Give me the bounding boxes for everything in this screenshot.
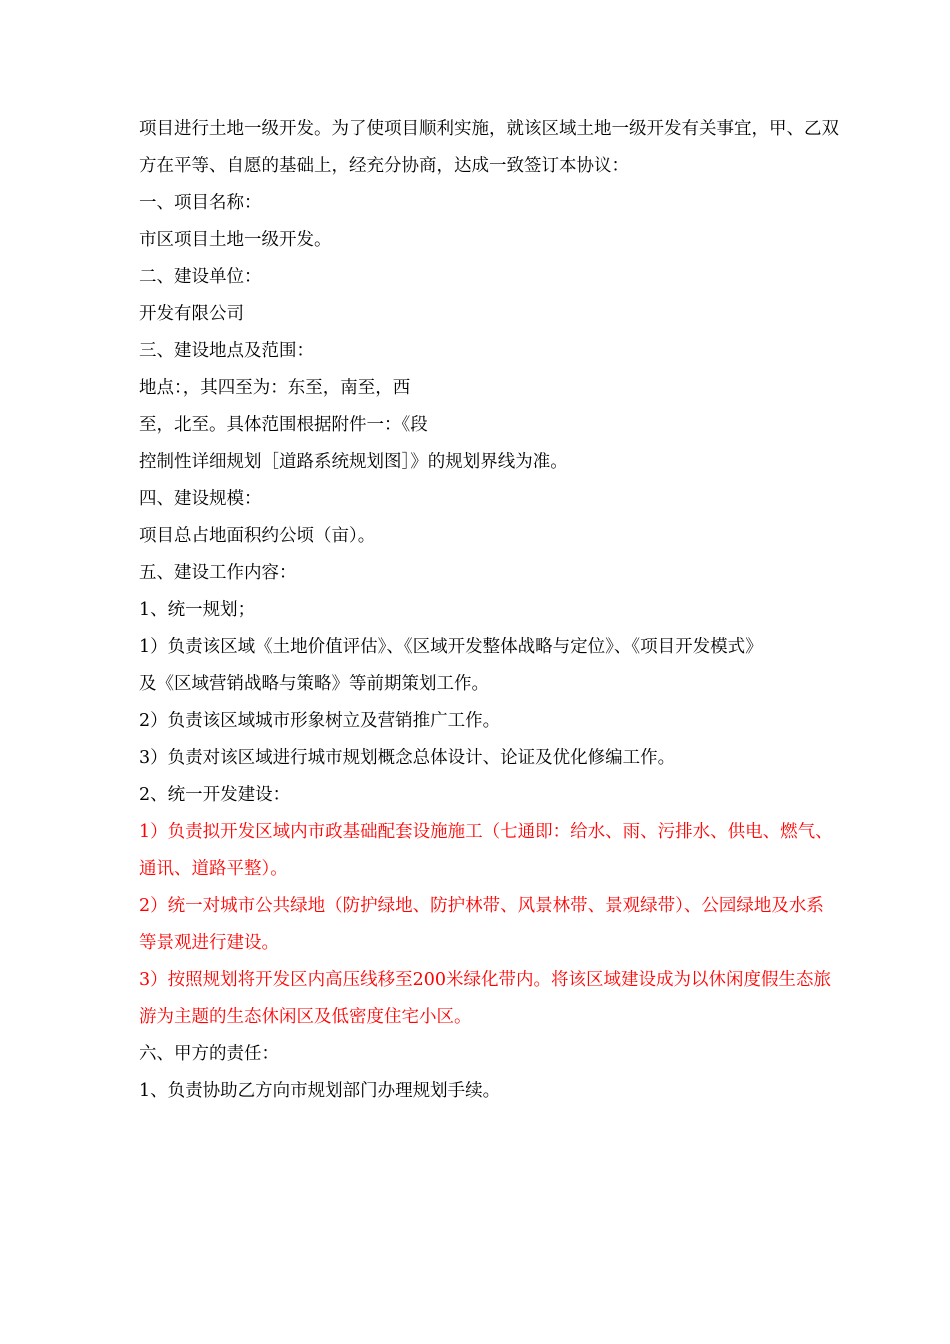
- list-item-development-2: 2）统一对城市公共绿地（防护绿地、防护林带、风景林带、景观绿带）、公园绿地及水系等景观进行建设。: [139, 896, 824, 953]
- document-body: [139, 111, 839, 1110]
- list-item-party-a-1: 1、负责协助乙方向市规划部门办理规划手续。: [139, 1081, 501, 1101]
- heading-construction-scale: 四、建设规模：: [139, 489, 262, 509]
- paragraph-location: 地点：，其四至为：东至，南至，西: [139, 378, 411, 398]
- subheading-unified-development: 2、统一开发建设：: [139, 785, 291, 805]
- heading-work-content: 五、建设工作内容：: [139, 563, 297, 583]
- paragraph-plan-reference: 控制性详细规划［道路系统规划图］》的规划界线为准。: [139, 452, 568, 472]
- heading-construction-unit: 二、建设单位：: [139, 267, 262, 287]
- paragraph-scope: 至，北至。具体范围根据附件一：《段: [139, 415, 428, 435]
- subheading-unified-planning: 1、统一规划；: [139, 600, 256, 620]
- list-item-planning-3: 3）负责对该区域进行城市规划概念总体设计、论证及优化修编工作。: [139, 748, 676, 768]
- paragraph-construction-unit: 开发有限公司: [139, 304, 244, 324]
- heading-party-a-responsibility: 六、甲方的责任：: [139, 1044, 279, 1064]
- list-item-planning-2: 2）负责该区域城市形象树立及营销推广工作。: [139, 711, 501, 731]
- paragraph-total-area: 项目总占地面积约公顷（亩）。: [139, 526, 376, 546]
- list-item-development-1: 1）负责拟开发区域内市政基础配套设施施工（七通即：给水、雨、污排水、供电、燃气、通讯、道路平整）。: [139, 822, 833, 879]
- list-item-planning-1-cont: 及《区域营销战略与策略》等前期策划工作。: [139, 674, 489, 694]
- paragraph-intro: 项目进行土地一级开发。为了使项目顺利实施，就该区域土地一级开发有关事宜，甲、乙双方在平等、自愿的基础上，经充分协商，达成一致签订本协议：: [139, 119, 839, 176]
- list-item-development-3: 3）按照规划将开发区内高压线移至200米绿化带内。将该区域建设成为以休闲度假生态旅游为主题的生态休闲区及低密度住宅小区。: [139, 970, 832, 1027]
- paragraph-project-name: 市区项目土地一级开发。: [139, 230, 332, 250]
- list-item-planning-1: 1）负责该区域《土地价值评估》、《区域开发整体战略与定位》、《项目开发模式》: [139, 637, 763, 657]
- heading-location-scope: 三、建设地点及范围：: [139, 341, 314, 361]
- heading-project-name: 一、项目名称：: [139, 193, 262, 213]
